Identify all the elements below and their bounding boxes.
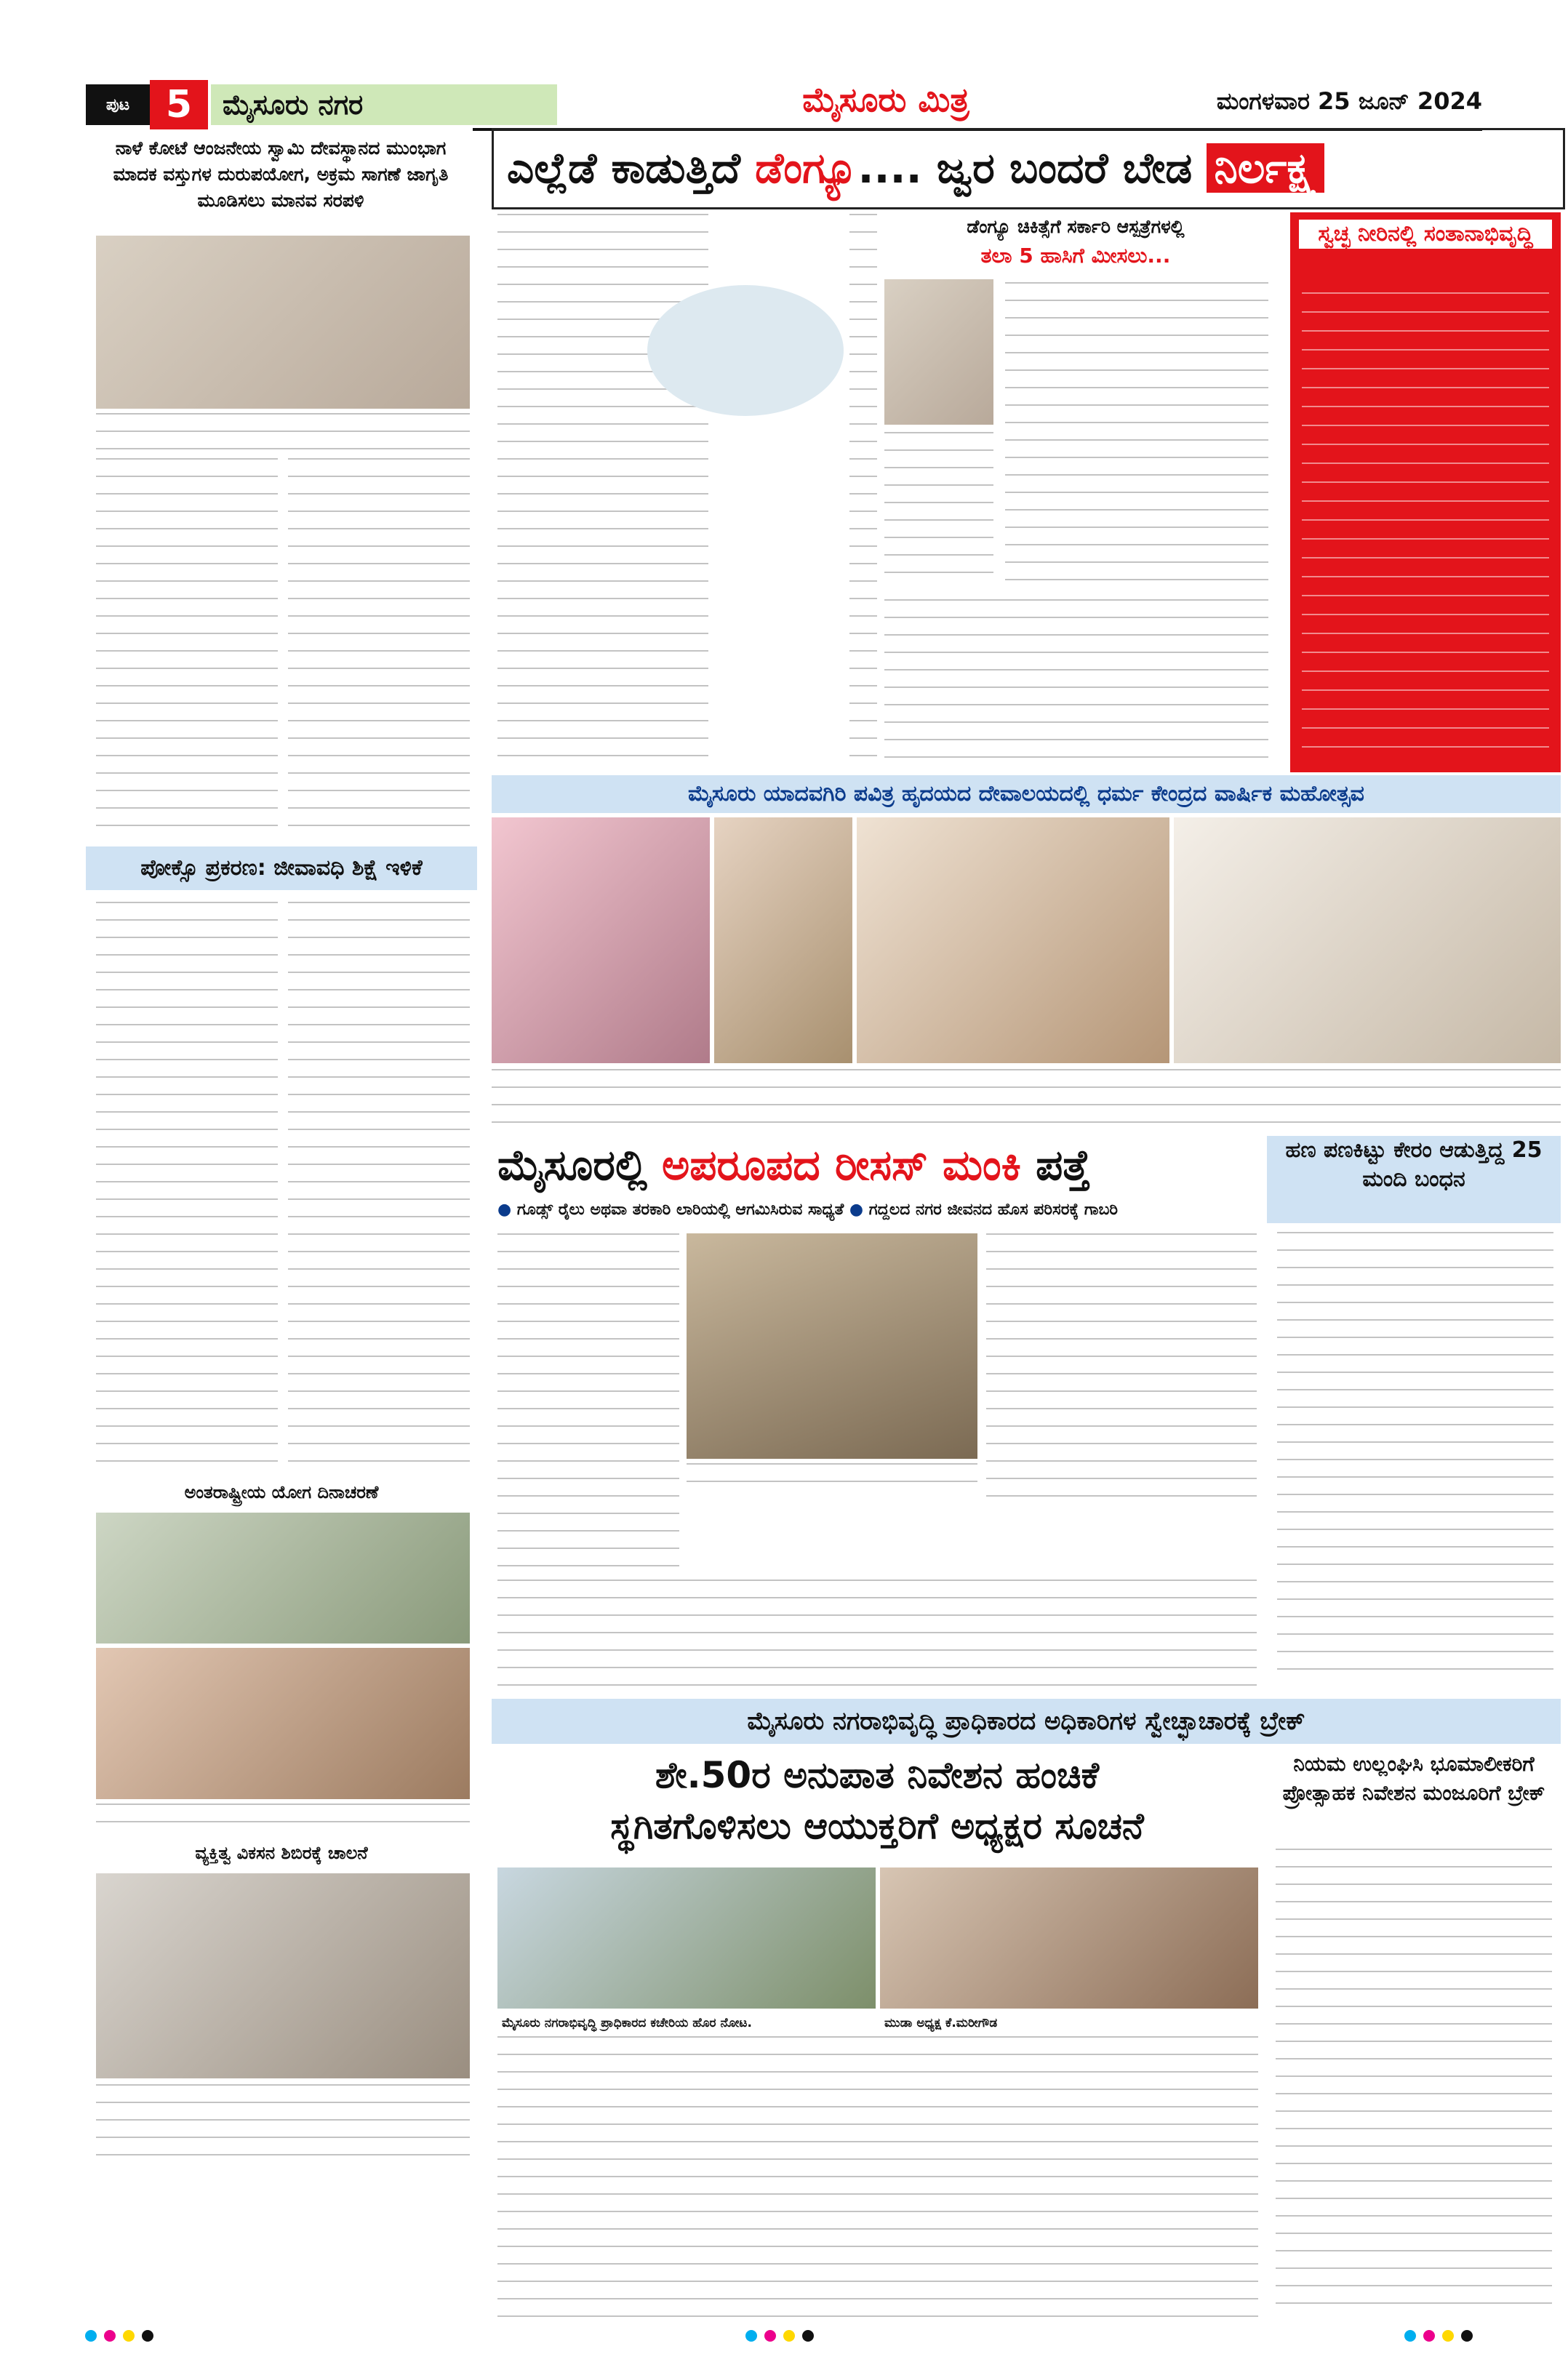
kerala-body: [1277, 1232, 1553, 1683]
pocso-title: ಪೋಕ್ಸೊ ಪ್ರಕರಣ: ಜೀವಾವಧಿ ಶಿಕ್ಷೆ ಇಳಿಕೆ: [86, 846, 477, 890]
paper-name: ಮೈಸೂರು ಮಿತ್ರ: [802, 80, 969, 119]
muda-side-story: [1267, 1750, 1561, 2318]
yoga-photo-1: [96, 1513, 470, 1644]
section-title: ಮೈಸೂರು ನಗರ: [211, 84, 557, 125]
page-number: 5: [150, 80, 208, 129]
monkey-photo: [687, 1233, 977, 1459]
personality-photo: [96, 1873, 470, 2078]
story-body-col2: [288, 458, 470, 836]
pocso-story: [86, 846, 477, 1472]
personality-caption: [96, 2084, 470, 2171]
dengue-sidebar: [877, 212, 1276, 772]
dengue-story: [492, 212, 1286, 772]
sidebar-title-2: ತಲಾ 5 ಹಾಸಿಗೆ ಮೀಸಲು...: [980, 244, 1171, 268]
yoga-photo-2: [96, 1648, 470, 1799]
sidebar-quote: [1005, 282, 1268, 588]
muda-caption-1: ಮೈಸೂರು ನಗರಾಭಿವೃದ್ಧಿ ಪ್ರಾಧಿಕಾರದ ಕಚೇರಿಯ ಹೊರ ನೋಟ.: [502, 2016, 752, 2030]
monkey-story: [492, 1136, 1263, 1689]
pocso-body-col2: [288, 902, 470, 1462]
yoga-story: [86, 1476, 477, 1833]
sidebar-title-1: ಡೆಂಗ್ಯೂ ಚಿಕಿತ್ಸೆಗೆ ಸರ್ಕಾರಿ ಆಸ್ಪತ್ರೆಗಳಲ್ಲಿ: [967, 216, 1185, 237]
story-photo: [96, 236, 470, 409]
page-label: ಪುಟ: [86, 84, 150, 125]
muda-headline-1: ಶೇ.50ರ ಅನುಪಾತ ನಿವೇಶನ ಹಂಚಿಕೆ: [655, 1754, 1100, 1796]
church-photo-1: [492, 817, 710, 1063]
monkey-body-row2: [497, 1580, 1257, 1689]
story-body-col1: [96, 458, 278, 836]
issue-date: ಮಂಗಳವಾರ 25 ಜೂನ್ 2024: [1216, 87, 1482, 115]
registration-dots-center: [742, 2330, 817, 2345]
registration-dots-left: [81, 2330, 157, 2345]
monkey-headline: ಮೈಸೂರಲ್ಲಿ ಅಪರೂಪದ ರೀಸಸ್ ಮಂಕಿ ಪತ್ತೆ: [497, 1140, 1091, 1190]
muda-side-body: [1276, 1849, 1552, 2314]
monkey-subhead: ● ಗೂಡ್ಸ್ ರೈಲು ಅಥವಾ ತರಕಾರಿ ಲಾರಿಯಲ್ಲಿ ಆಗಮಿಸಿರುವ ಸಾಧ್ಯತೆ ● ಗದ್ದಲದ ನಗರ ಜೀವನದ ಹೊಸ ಪರಿಸರಕ್ಕೆ ಗಾಬರಿ: [497, 1201, 1119, 1219]
church-photo-3: [857, 817, 1169, 1063]
church-photo-2: [714, 817, 852, 1063]
photo-caption: [96, 413, 470, 451]
registration-dots-right: [1401, 2330, 1476, 2345]
monkey-body-col1: [497, 1233, 679, 1575]
red-sidebar-title: ಸ್ವಚ್ಛ ನೀರಿನಲ್ಲಿ ಸಂತಾನಾಭಿವೃದ್ಧಿ: [1299, 220, 1552, 249]
muda-chairman-photo: [880, 1867, 1258, 2009]
church-caption: [492, 1069, 1561, 1130]
bullet-icon: ●: [497, 1201, 512, 1219]
story-title: ನಾಳೆ ಕೋಟೆ ಆಂಜನೇಯ ಸ್ವಾಮಿ ದೇವಸ್ಥಾನದ ಮುಂಭಾಗ ಮಾದಕ ವಸ್ತುಗಳ ದುರುಪಯೋಗ, ಅಕ್ರಮ ಸಾಗಣೆ ಜಾಗೃತಿ ಮೂಡಿಸಲು ಮಾನವ ಸರಪಳಿ: [113, 137, 449, 211]
church-banner: ಮೈಸೂರು ಯಾದವಗಿರಿ ಪವಿತ್ರ ಹೃದಯದ ದೇವಾಲಯದಲ್ಲಿ ಧರ್ಮ ಕೇಂದ್ರದ ವಾರ್ಷಿಕ ಮಹೋತ್ಸವ: [492, 775, 1561, 813]
personality-title: ವ್ಯಕ್ತಿತ್ವ ವಿಕಸನ ಶಿಬಿರಕ್ಕೆ ಚಾಲನೆ: [195, 1843, 368, 1863]
yoga-title: ಅಂತರಾಷ್ಟ್ರೀಯ ಯೋಗ ದಿನಾಚರಣೆ: [184, 1482, 379, 1502]
monkey-photo-caption: [687, 1463, 977, 1498]
personality-story: [86, 1837, 477, 2318]
lead-banner: [492, 128, 1565, 209]
muda-caption-2: ಮುಡಾ ಅಧ್ಯಕ್ಷ ಕೆ.ಮರೀಗೌಡ: [884, 2016, 998, 2030]
pocso-body-col1: [96, 902, 278, 1462]
muda-side-title: ನಿಯಮ ಉಲ್ಲಂಘಿಸಿ ಭೂಮಾಲೀಕರಿಗೆ ಪ್ರೋತ್ಸಾಹಕ ನಿವೇಶನ ಮಂಜೂರಿಗೆ ಬ್ರೇಕ್: [1282, 1752, 1545, 1805]
red-sidebar: [1290, 212, 1561, 772]
muda-body: [497, 2036, 1258, 2318]
doctor-portrait: [884, 279, 993, 425]
sidebar-body: [884, 432, 993, 585]
red-sidebar-body: [1302, 292, 1549, 764]
monkey-quote: [986, 1233, 1257, 1510]
lead-headline: ಎಲ್ಲೆಡೆ ಕಾಡುತ್ತಿದೆ ಡೆಂಗ್ಯೂ.... ಜ್ವರ ಬಂದರೆ ಬೇಡ ನಿರ್ಲಕ್ಷ್ಯ: [507, 135, 1554, 201]
story-top-left: [86, 135, 477, 844]
dengue-body-col1: [497, 214, 708, 766]
mosquito-photo: [647, 285, 844, 416]
muda-office-photo: [497, 1867, 876, 2009]
bullet-icon: ●: [849, 1201, 864, 1219]
sidebar-body-2: [884, 599, 1268, 765]
church-photos: [492, 817, 1561, 1063]
kerala-title: ಹಣ ಪಣಕಿಟ್ಟು ಕೇರಂ ಆಡುತ್ತಿದ್ದ 25 ಮಂದಿ ಬಂಧನ: [1267, 1136, 1561, 1223]
muda-headline-2: ಸ್ಥಗಿತಗೊಳಿಸಲು ಆಯುಕ್ತರಿಗೆ ಅಧ್ಯಕ್ಷರ ಸೂಚನೆ: [610, 1805, 1144, 1847]
church-photo-4: [1174, 817, 1561, 1063]
masthead: [86, 79, 1482, 131]
kerala-story: [1267, 1136, 1561, 1689]
muda-banner: ಮೈಸೂರು ನಗರಾಭಿವೃದ್ಧಿ ಪ್ರಾಧಿಕಾರದ ಅಧಿಕಾರಿಗಳ ಸ್ವೇಚ್ಛಾಚಾರಕ್ಕೆ ಬ್ರೇಕ್: [492, 1699, 1561, 1744]
yoga-caption: [96, 1803, 470, 1833]
